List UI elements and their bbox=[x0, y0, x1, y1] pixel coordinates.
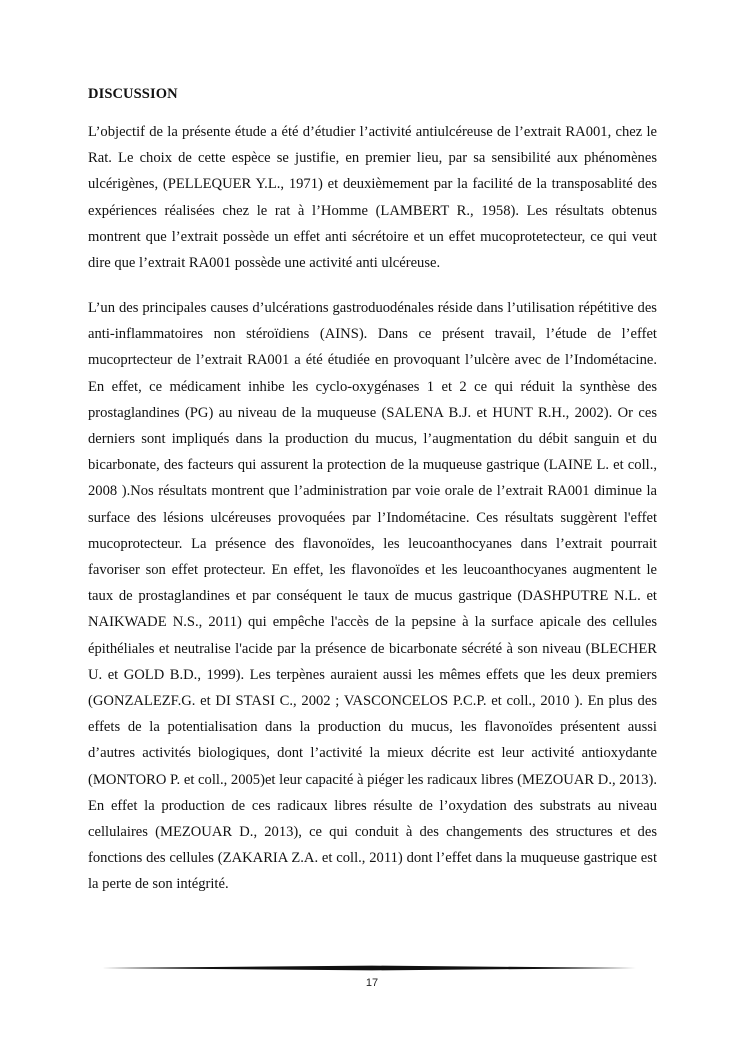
footer-rule bbox=[102, 965, 642, 971]
paragraph-1: L’objectif de la présente étude a été d’étudier l’activité antiulcéreuse de l’extrait RA001, chez le Rat. Le choix de cette espèce se justifie, en premier lieu, par sa sensibilité aux phénomènes ulcérigènes, (PELLEQUER Y.L., 1971) et deuxièmement par la facilité de la transposablité des expériences réalisées chez le rat à l’Homme (LAMBERT R., 1958). Les résultats obtenus montrent que l’extrait possède un effet anti sécrétoire et un effet mucoprotetecteur, ce qui veut dire que l’extrait RA001 possède une activité anti ulcéreuse. bbox=[88, 124, 657, 272]
paragraph-2: L’un des principales causes d’ulcérations gastroduodénales réside dans l’utilisation répétitive des anti-inflammatoires non stéroïdiens (AINS). Dans ce présent travail, l’étude de l’effet mucoprtecteur de l’extrait RA001 a été étudiée en provoquant l’ulcère avec de l’Indométacine. En effet, ce médicament inhibe les cyclo-oxygénases 1 et 2 ce qui réduit la synthèse des prostaglandines (PG) au niveau de la muqueuse (SALENA B.J. et HUNT R.H., 2002). Or ces derniers sont impliqués dans la production du mucus, l’augmentation du débit sanguin et du bicarbonate, des facteurs qui assurent la protection de la muqueuse gastrique (LAINE L. et coll., 2008 ).Nos résultats montrent que l’administration par voie orale de l’extrait RA001 diminue la surface des lésions ulcéreuses provoquées par l’Indométacine. Ces résultats suggèrent l'effet mucoprotecteur. La présence des flavonoïdes, les leucoanthocyanes dans l’extrait pourrait favoriser son effet protecteur. En effet, les flavonoïdes et les leucoanthocyanes augmentent le taux de prostaglandines et par conséquent le taux de mucus gastrique (DASHPUTRE N.L. et NAIKWADE N.S., 2011) qui empêche l'accès de la pepsine à la surface apicale des cellules épithéliales et neutralise l'acide par la présence de bicarbonate sécrété à son niveau (BLECHER U. et GOLD B.D., 1999). Les terpènes auraient aussi les mêmes effets que les deux premiers (GONZALEZF.G. et DI STASI C., 2002 ; VASCONCELOS P.C.P. et coll., 2010 ). En plus des effets de la potentialisation dans la production du mucus, les flavonoïdes présentent aussi d’autres activités biologiques, dont l’activité la mieux décrite est leur activité antioxydante (MONTORO P. et coll., 2005)et leur capacité à piéger les radicaux libres (MEZOUAR D., 2013). En effet la production de ces radicaux libres résulte de l’oxydation des substrats au niveau cellulaires (MEZOUAR D., 2013), ce qui conduit à des changements des structures et des fonctions des cellules (ZAKARIA Z.A. et coll., 2011) dont l’effet dans la muqueuse gastrique est la perte de son intégrité. bbox=[88, 300, 657, 893]
section-heading: DISCUSSION bbox=[88, 86, 178, 102]
page-number: 17 bbox=[365, 977, 379, 989]
